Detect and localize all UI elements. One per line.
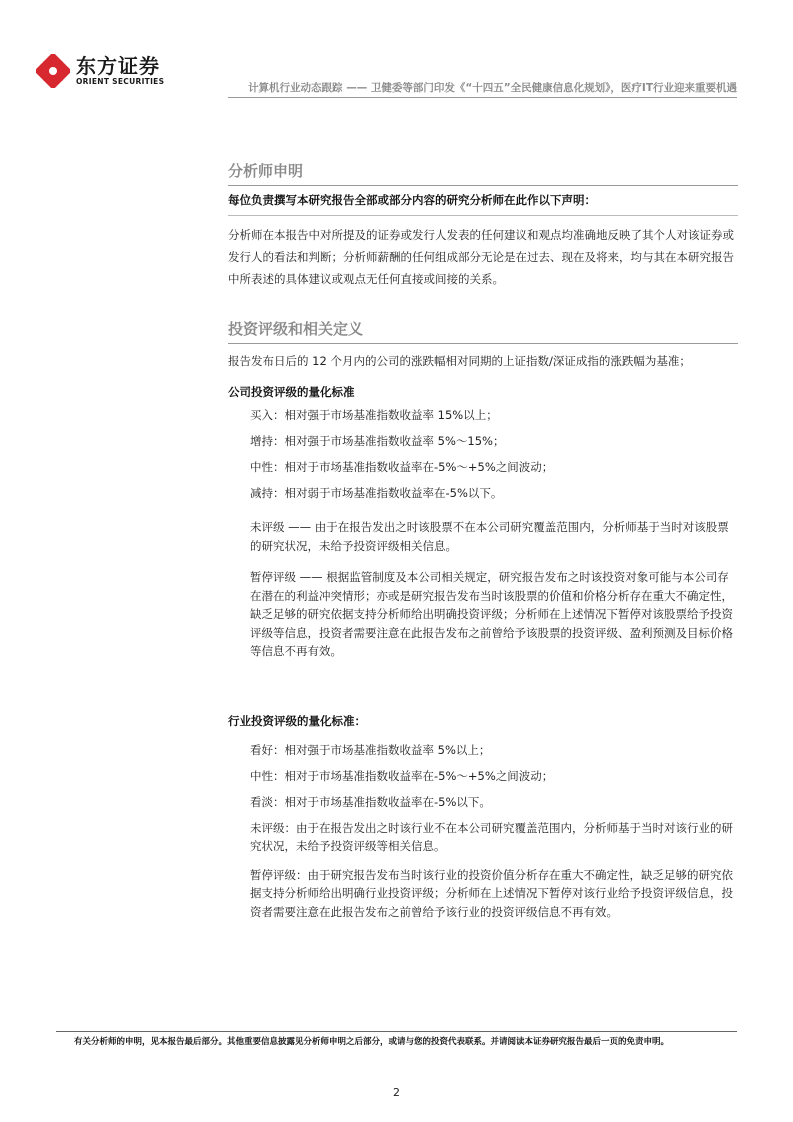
company-logo	[36, 54, 164, 88]
page-header	[0, 0, 793, 100]
company-rating-item: 增持：相对强于市场基准指数收益率 5%～15%；	[250, 434, 505, 448]
company-rating-item: 中性：相对于市场基准指数收益率在-5%～+5%之间波动；	[250, 460, 554, 474]
industry-rating-item: 中性：相对于市场基准指数收益率在-5%～+5%之间波动；	[250, 768, 554, 783]
header-divider	[228, 97, 737, 98]
analyst-statement: 每位负责撰写本研究报告全部或部分内容的研究分析师在此作以下声明：	[228, 186, 738, 216]
company-rating-item: 买入：相对强于市场基准指数收益率 15%以上；	[250, 408, 498, 422]
rating-section-title: 投资评级和相关定义	[228, 318, 738, 344]
analyst-body: 分析师在本报告中对所提及的证券或发行人发表的任何建议和观点均准确地反映了其个人对该证券或发行人的看法和判断；分析师薪酬的任何组成部分无论是在过去、现在及将来，均与其在本研究报告中所表述的具体建议或观点无任何直接或间接的关系。	[228, 228, 734, 286]
company-rating-heading: 公司投资评级的量化标准	[228, 385, 355, 399]
main-content	[228, 160, 738, 921]
report-title: 计算机行业动态跟踪 —— 卫健委等部门印发《“十四五”全民健康信息化规划》，医疗IT行业迎来重要机遇	[248, 82, 737, 94]
industry-rating-item: 看好：相对强于市场基准指数收益率 5%以上；	[250, 742, 491, 757]
analyst-section-title: 分析师申明	[228, 160, 738, 186]
company-rating-item: 减持：相对弱于市场基准指数收益率在-5%以下。	[250, 486, 503, 500]
footer-disclaimer: 有关分析师的申明，见本报告最后部分。其他重要信息披露见分析师申明之后部分，或请与您的投资代表联系。并请阅读本证券研究报告最后一页的免责申明。	[74, 1037, 670, 1047]
company-suspended: 暂停评级 —— 根据监管制度及本公司相关规定，研究报告发布之时该投资对象可能与本公司存在潜在的利益冲突情形；亦或是研究报告发布当时该股票的价值和价格分析存在重大不确定性，缺乏足够的研究依据支持分析师给出明确投资评级；分析师在上述情况下暂停对该股票给予投资评级等信息，投资者需要注意在此报告发布之前曾给予该股票的投资评级、盈利预测及目标价格等信息不再有效。	[250, 570, 733, 658]
rating-intro: 报告发布日后的 12 个月内的公司的涨跌幅相对同期的上证指数/深证成指的涨跌幅为基准；	[228, 354, 691, 368]
page-number: 2	[393, 1086, 400, 1099]
industry-rating-item: 看淡：相对于市场基准指数收益率在-5%以下。	[250, 794, 491, 809]
industry-unrated: 未评级：由于在报告发出之时该行业不在本公司研究覆盖范围内，分析师基于当时对该行业的研究状况，未给予投资评级等相关信息。	[250, 820, 733, 853]
logo-english-name: ORIENT SECURITIES	[76, 77, 165, 86]
industry-suspended: 暂停评级：由于研究报告发布当时该行业的投资价值分析存在重大不确定性，缺乏足够的研究依据支持分析师给出明确行业投资评级；分析师在上述情况下暂停对该行业给予投资评级信息，投资者需要注意在此报告发布之前曾给予该行业的投资评级信息不再有效。	[250, 867, 733, 919]
industry-rating-heading: 行业投资评级的量化标准：	[228, 713, 366, 728]
orient-securities-logo-icon	[36, 54, 70, 88]
logo-chinese-name: 东方证券	[76, 54, 160, 78]
footer-divider	[56, 1031, 737, 1032]
company-unrated: 未评级 —— 由于在报告发出之时该股票不在本公司研究覆盖范围内，分析师基于当时对该股票的研究状况，未给予投资评级相关信息。	[250, 520, 729, 553]
